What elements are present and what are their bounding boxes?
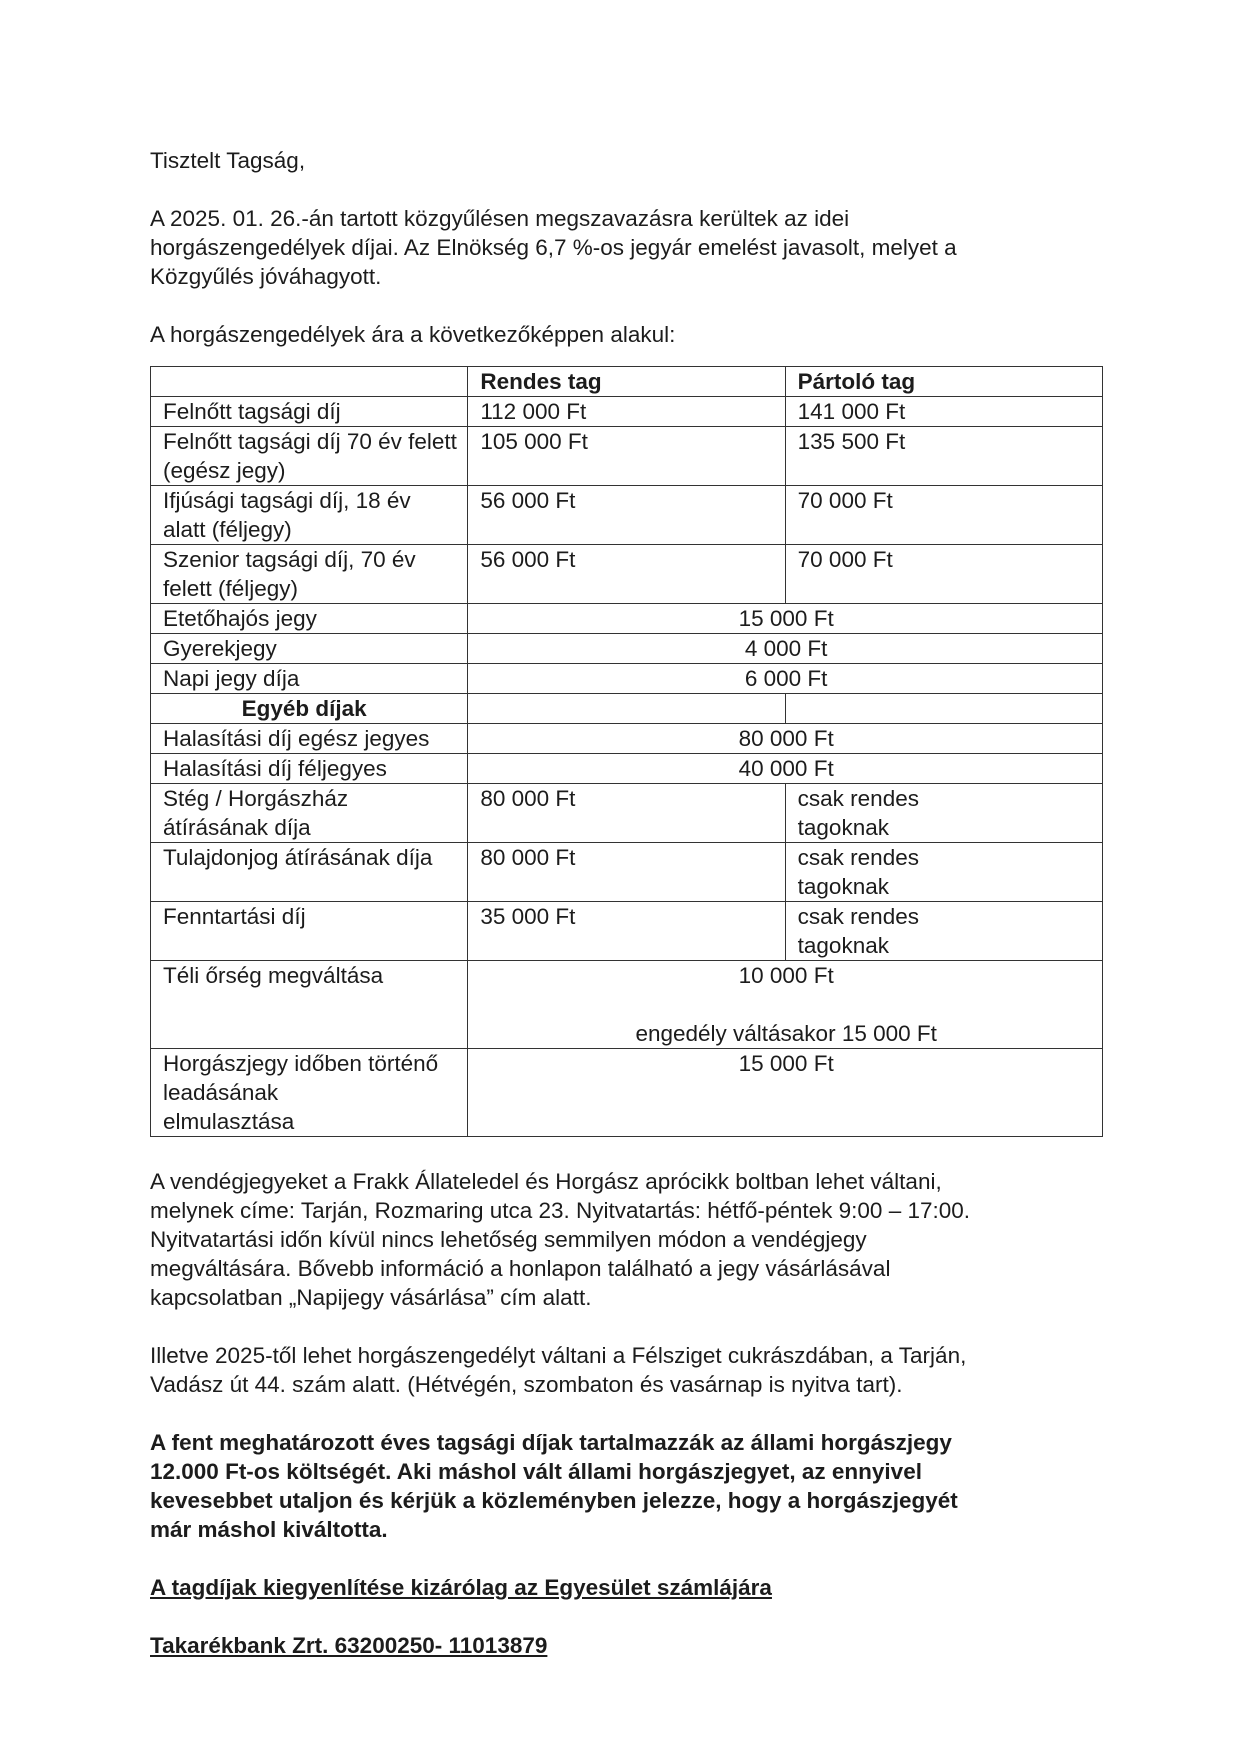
rendes-price: 80 000 Ft	[468, 843, 785, 902]
header-partolo-tag: Pártoló tag	[785, 367, 1102, 397]
note-line: tagoknak	[797, 874, 889, 899]
guest-ticket-paragraph	[150, 1167, 1105, 1312]
state-ticket-notice	[150, 1428, 1105, 1544]
table-header-row	[151, 367, 1103, 397]
partolo-price: 70 000 Ft	[785, 545, 1102, 604]
confectionery-paragraph	[150, 1341, 1105, 1399]
restriction-note	[785, 784, 1102, 843]
table-row	[151, 427, 1103, 486]
table-row	[151, 843, 1103, 902]
table-row	[151, 604, 1103, 634]
table-row	[151, 634, 1103, 664]
row-label: Felnőtt tagsági díj	[151, 397, 468, 427]
header-rendes-tag: Rendes tag	[468, 367, 785, 397]
row-label: Gyerekjegy	[151, 634, 468, 664]
header-empty-cell	[151, 367, 468, 397]
paragraph-line: A vendégjegyeket a Frakk Állateledel és Horgász aprócikk boltban lehet váltani,	[150, 1169, 942, 1194]
paragraph-line: Nyitvatartási időn kívül nincs lehetőség semmilyen módon a vendégjegy	[150, 1227, 867, 1252]
table-row	[151, 486, 1103, 545]
paragraph-line: Illetve 2025-től lehet horgászengedélyt váltani a Félsziget cukrászdában, a Tarján,	[150, 1343, 967, 1368]
payment-note: A tagdíjak kiegyenlítése kizárólag az Egyesület számlájára	[150, 1575, 772, 1600]
paragraph-line: megváltására. Bővebb információ a honlapon található a jegy vásárlásával	[150, 1256, 891, 1281]
rendes-price: 112 000 Ft	[468, 397, 785, 427]
note-line: csak rendes	[797, 786, 919, 811]
restriction-note	[785, 902, 1102, 961]
merged-price: 15 000 Ft	[468, 604, 1103, 634]
paragraph-line: kapcsolatban „Napijegy vásárlása” cím alatt.	[150, 1285, 592, 1310]
row-label: Tulajdonjog átírásának díja	[151, 843, 468, 902]
notice-line: 12.000 Ft-os költségét. Aki máshol vált állami horgászjegyet, az ennyivel	[150, 1459, 922, 1484]
empty-cell	[785, 694, 1102, 724]
row-label: Halasítási díj féljegyes	[151, 754, 468, 784]
price-primary: 10 000 Ft	[738, 963, 834, 988]
row-label: Szenior tagsági díj, 70 év felett (féljegy)	[151, 545, 468, 604]
rendes-price: 35 000 Ft	[468, 902, 785, 961]
note-line: tagoknak	[797, 815, 889, 840]
bank-account: Takarékbank Zrt. 63200250- 11013879	[150, 1633, 548, 1658]
row-label: Napi jegy díja	[151, 664, 468, 694]
intro-paragraph	[150, 204, 1105, 291]
merged-price: 40 000 Ft	[468, 754, 1103, 784]
greeting: Tisztelt Tagság,	[150, 148, 306, 173]
notice-line: kevesebbet utaljon és kérjük a közleményben jelezze, hogy a horgászjegyét	[150, 1488, 958, 1513]
intro-line: A 2025. 01. 26.-án tartott közgyűlésen megszavazásra kerültek az idei	[150, 206, 850, 231]
notice-line: már máshol kiváltotta.	[150, 1517, 388, 1542]
merged-price: 6 000 Ft	[468, 664, 1103, 694]
intro-line: horgászengedélyek díjai. Az Elnökség 6,7 %-os jegyár emelést javasolt, melyet a	[150, 235, 957, 260]
note-line: csak rendes	[797, 845, 919, 870]
row-label	[151, 1049, 468, 1137]
table-row	[151, 961, 1103, 1049]
note-line: tagoknak	[797, 933, 889, 958]
label-line: elmulasztása	[163, 1109, 295, 1134]
table-row	[151, 784, 1103, 843]
rendes-price: 56 000 Ft	[468, 486, 785, 545]
partolo-price: 70 000 Ft	[785, 486, 1102, 545]
merged-price: 15 000 Ft	[468, 1049, 1103, 1137]
section-header-row	[151, 694, 1103, 724]
row-label: Felnőtt tagsági díj 70 év felett (egész jegy)	[151, 427, 468, 486]
table-row	[151, 545, 1103, 604]
row-label: Stég / Horgászház átírásának díja	[151, 784, 468, 843]
row-label: Téli őrség megváltása	[151, 961, 468, 1049]
merged-price	[468, 961, 1103, 1049]
table-row	[151, 754, 1103, 784]
label-line: Horgászjegy időben történő leadásának	[163, 1051, 439, 1105]
rendes-price: 105 000 Ft	[468, 427, 785, 486]
rendes-price: 56 000 Ft	[468, 545, 785, 604]
row-label: Halasítási díj egész jegyes	[151, 724, 468, 754]
table-row	[151, 1049, 1103, 1137]
row-label: Etetőhajós jegy	[151, 604, 468, 634]
table-row	[151, 664, 1103, 694]
rendes-price: 80 000 Ft	[468, 784, 785, 843]
intro-line: Közgyűlés jóváhagyott.	[150, 264, 382, 289]
partolo-price: 135 500 Ft	[785, 427, 1102, 486]
table-lead-text: A horgászengedélyek ára a következőképpen alakul:	[150, 322, 676, 347]
table-row	[151, 902, 1103, 961]
partolo-price: 141 000 Ft	[785, 397, 1102, 427]
table-row	[151, 724, 1103, 754]
fee-table	[150, 366, 1103, 1137]
notice-line: A fent meghatározott éves tagsági díjak tartalmazzák az állami horgászjegy	[150, 1430, 952, 1455]
merged-price: 80 000 Ft	[468, 724, 1103, 754]
row-label: Ifjúsági tagsági díj, 18 év alatt (féljegy)	[151, 486, 468, 545]
price-secondary: engedély váltásakor 15 000 Ft	[635, 1021, 937, 1046]
paragraph-line: Vadász út 44. szám alatt. (Hétvégén, szombaton és vasárnap is nyitva tart).	[150, 1372, 903, 1397]
empty-cell	[468, 694, 785, 724]
restriction-note	[785, 843, 1102, 902]
table-row	[151, 397, 1103, 427]
row-label: Fenntartási díj	[151, 902, 468, 961]
letter-page	[150, 146, 1105, 1689]
paragraph-line: melynek címe: Tarján, Rozmaring utca 23. Nyitvatartás: hétfő-péntek 9:00 – 17:00.	[150, 1198, 971, 1223]
note-line: csak rendes	[797, 904, 919, 929]
section-title-egyeb-dijak: Egyéb díjak	[151, 694, 468, 724]
merged-price: 4 000 Ft	[468, 634, 1103, 664]
